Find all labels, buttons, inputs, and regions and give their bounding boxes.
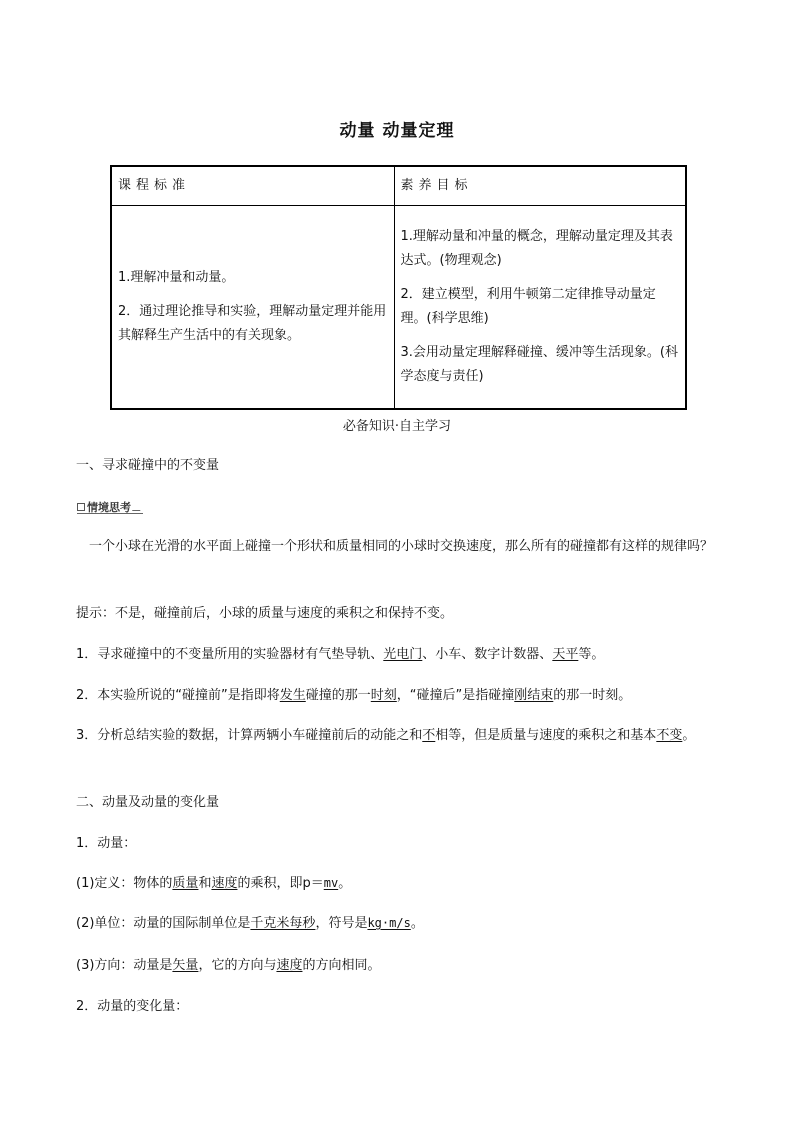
- momentum-change-subheading: 2．动量的变化量：: [76, 999, 189, 1014]
- item-3: 3．分析总结实验的数据，计算两辆小车碰撞前后的动能之和不相等，但是质量与速度的乘积之和基本不变。: [76, 728, 696, 743]
- goal-item: 3.会用动量定理解释碰撞、缓冲等生活现象。(科学态度与责任): [400, 345, 678, 384]
- item-2: 2．本实验所说的“碰撞前”是指即将发生碰撞的那一时刻，“碰撞后”是指碰撞刚结束的那一时刻。: [76, 688, 632, 703]
- page-title: 动量 动量定理: [339, 121, 455, 141]
- blank-answer: 矢量: [172, 958, 199, 973]
- momentum-unit: (2)单位：动量的国际制单位是千克米每秒，符号是kg·m/s。: [76, 916, 424, 931]
- curriculum-table: [110, 165, 687, 410]
- blank-answer: 速度: [276, 958, 303, 973]
- blank-answer: 不: [422, 728, 436, 743]
- tag-underline: [77, 513, 143, 514]
- momentum-subheading: 1．动量：: [76, 836, 137, 851]
- standards-cell: [111, 206, 394, 410]
- table-header-row: [111, 166, 686, 206]
- standard-item: 1.理解冲量和动量。: [118, 270, 235, 285]
- blank-answer: 不变: [656, 728, 683, 743]
- blank-answer: kg·m/s: [367, 916, 411, 930]
- blank-answer: 刚结束: [514, 688, 554, 703]
- table-header-standards: 课程标准: [111, 166, 394, 206]
- section-subtitle: 必备知识·自主学习: [342, 419, 452, 434]
- blank-answer: 千克米每秒: [250, 916, 316, 931]
- blank-answer: 速度: [211, 876, 238, 891]
- blank-answer: mv: [323, 876, 339, 890]
- table-header-goals: 素养目标: [394, 166, 686, 206]
- section1-heading: 一、寻求碰撞中的不变量: [76, 458, 220, 473]
- scenario-tag-label: 情境思考: [87, 501, 131, 514]
- momentum-definition: (1)定义：物体的质量和速度的乘积，即p＝mv。: [76, 876, 352, 891]
- blank-answer: 光电门: [383, 647, 423, 662]
- scenario-question: 一个小球在光滑的水平面上碰撞一个形状和质量相同的小球时交换速度，那么所有的碰撞都有这样的规律吗？: [89, 539, 714, 554]
- blank-answer: 时刻: [370, 688, 397, 703]
- goal-item: 1.理解动量和冲量的概念，理解动量定理及其表达式。(物理观念): [400, 229, 673, 268]
- goals-cell: [394, 206, 686, 410]
- momentum-direction: (3)方向：动量是矢量，它的方向与速度的方向相同。: [76, 958, 381, 973]
- square-icon: [77, 503, 85, 511]
- table-body-row: [111, 206, 686, 410]
- standard-item: 2．通过理论推导和实验，理解动量定理并能用其解释生产生活中的有关现象。: [118, 304, 387, 343]
- blank-answer: 天平: [552, 647, 579, 662]
- blank-answer: 发生: [279, 688, 306, 703]
- hint-text: 提示：不是，碰撞前后，小球的质量与速度的乘积之和保持不变。: [76, 606, 454, 621]
- item-1: 1．寻求碰撞中的不变量所用的实验器材有气垫导轨、光电门、小车、数字计数器、天平等。: [76, 647, 605, 662]
- section2-heading: 二、动量及动量的变化量: [76, 795, 220, 810]
- goal-item: 2．建立模型，利用牛顿第二定律推导动量定理。(科学思维): [400, 287, 656, 326]
- blank-answer: 质量: [172, 876, 199, 891]
- slash-decoration-icon: [132, 504, 144, 511]
